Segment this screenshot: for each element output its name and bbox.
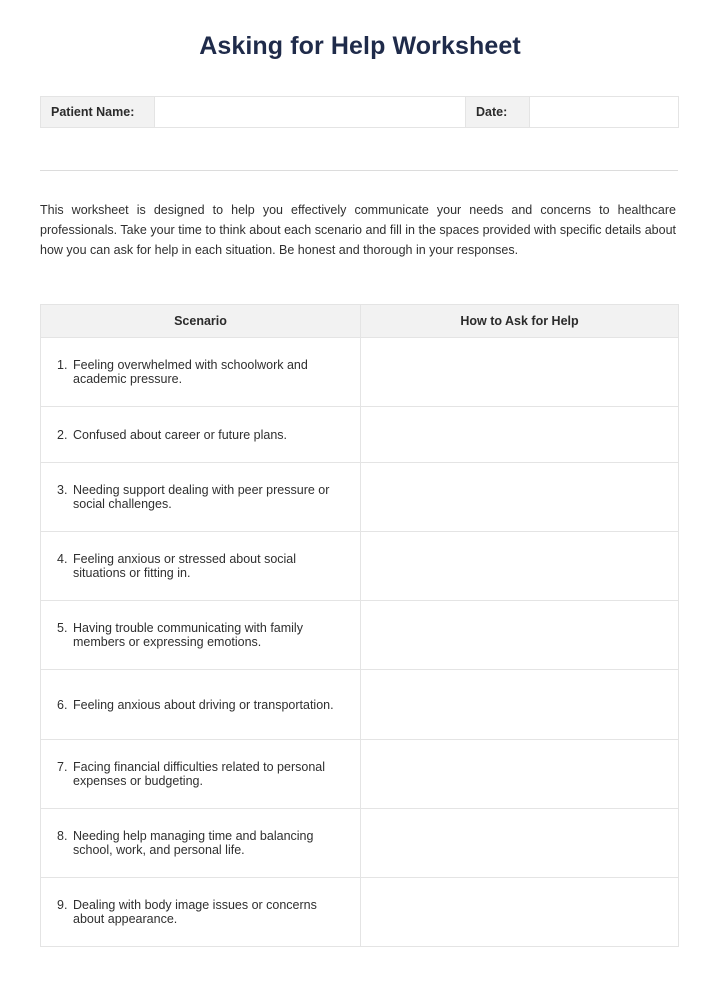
- scenario-number: 2.: [57, 427, 68, 442]
- scenario-column-header: Scenario: [41, 305, 361, 338]
- table-row: [41, 809, 679, 878]
- table-row: [41, 532, 679, 601]
- scenario-number: 4.: [57, 552, 68, 566]
- scenario-number: 1.: [57, 358, 68, 372]
- scenario-cell: [41, 338, 361, 407]
- scenario-number: 8.: [57, 829, 68, 843]
- scenario-text: Having trouble communicating with family members or expressing emotions.: [73, 621, 303, 649]
- answer-cell[interactable]: [361, 878, 679, 947]
- scenario-cell: [41, 532, 361, 601]
- scenario-text: Needing support dealing with peer pressure or social challenges.: [73, 483, 330, 511]
- scenario-text: Needing help managing time and balancing school, work, and personal life.: [73, 829, 314, 857]
- table-row: [41, 338, 679, 407]
- patient-name-field[interactable]: [155, 97, 466, 128]
- answer-cell[interactable]: [361, 601, 679, 670]
- scenario-text: Feeling anxious about driving or transportation.: [73, 697, 334, 712]
- scenario-number: 5.: [57, 621, 68, 635]
- page-title: Asking for Help Worksheet: [199, 32, 521, 60]
- answer-cell[interactable]: [361, 338, 679, 407]
- table-row: [41, 407, 679, 463]
- section-divider: [40, 170, 678, 171]
- scenario-table: [40, 304, 679, 947]
- answer-cell[interactable]: [361, 740, 679, 809]
- patient-info-table: [40, 96, 679, 128]
- scenario-text: Facing financial difficulties related to personal expenses or budgeting.: [73, 760, 325, 788]
- scenario-number: 3.: [57, 483, 68, 497]
- answer-cell[interactable]: [361, 670, 679, 740]
- scenario-cell: [41, 407, 361, 463]
- scenario-text: Feeling anxious or stressed about social situations or fitting in.: [73, 552, 297, 580]
- scenario-text: Dealing with body image issues or concerns about appearance.: [73, 898, 317, 926]
- patient-name-label: Patient Name:: [41, 97, 155, 128]
- answer-cell[interactable]: [361, 809, 679, 878]
- scenario-number: 6.: [57, 697, 68, 712]
- scenario-cell: [41, 809, 361, 878]
- scenario-text: Feeling overwhelmed with schoolwork and academic pressure.: [73, 358, 308, 386]
- scenario-number: 9.: [57, 898, 68, 912]
- answer-cell[interactable]: [361, 532, 679, 601]
- scenario-cell: [41, 740, 361, 809]
- scenario-cell: [41, 670, 361, 740]
- scenario-cell: [41, 878, 361, 947]
- answer-cell[interactable]: [361, 463, 679, 532]
- scenario-number: 7.: [57, 760, 68, 774]
- table-row: [41, 601, 679, 670]
- table-header-row: [41, 305, 679, 338]
- answer-cell[interactable]: [361, 407, 679, 463]
- table-row: [41, 740, 679, 809]
- date-field[interactable]: [530, 97, 679, 128]
- scenario-cell: [41, 463, 361, 532]
- intro-paragraph: This worksheet is designed to help you effectively communicate your needs and concerns to healthcare professionals. Take your time to think about each scenario and fill in the spaces provided with specific details about how you can ask for help in each situation. Be honest and thorough in your responses.: [40, 203, 676, 257]
- scenario-cell: [41, 601, 361, 670]
- table-row: [41, 878, 679, 947]
- date-label: Date:: [466, 97, 530, 128]
- table-row: [41, 670, 679, 740]
- how-to-ask-column-header: How to Ask for Help: [361, 305, 679, 338]
- scenario-text: Confused about career or future plans.: [73, 427, 288, 442]
- table-row: [41, 463, 679, 532]
